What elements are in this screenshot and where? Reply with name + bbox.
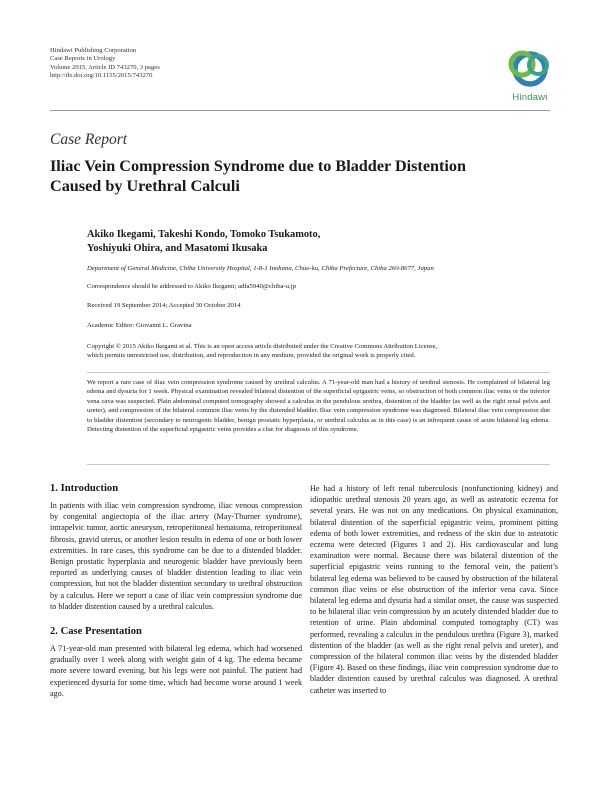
- title-line-1: Iliac Vein Compression Syndrome due to Bladder Distention: [50, 157, 466, 175]
- volume-info: Volume 2015, Article ID 743270, 3 pages: [50, 63, 160, 71]
- author-list: [87, 228, 550, 256]
- section-heading-introduction: 1. Introduction: [50, 483, 119, 494]
- authors-line-2: Yoshiyuki Ohira, and Masatomi Ikusaka: [87, 243, 268, 254]
- journal-header: [50, 47, 160, 81]
- article-title: [50, 156, 550, 196]
- received-dates: Received 19 September 2014; Accepted 30 October 2014: [87, 302, 241, 309]
- correspondence: Correspondence should be addressed to Akiko Ikegami; adfa5940@chiba-u.jp: [87, 283, 296, 290]
- copyright-line-1: Copyright © 2015 Akiko Ikegami et al. This is an open access article distributed under the Creative Commons Attribution License,: [87, 343, 438, 350]
- publisher-name: Hindawi Publishing Corporation: [50, 47, 137, 54]
- case-presentation-text: A 71-year-old man presented with bilateral leg edema, which had worsened gradually over 1 week along with weight gain of 4 kg. The edema became more severe toward evening, but his legs were not painful. The patient had experienced dysuria for some time, which had become worse around 1 week ago.: [50, 644, 302, 698]
- article-kind: Case Report: [50, 131, 128, 148]
- introduction-text: In patients with iliac vein compression syndrome, iliac venous compression by congenital angiectopia of the iliac artery (May-Thurner syndrome), intrapelvic tumor, aortic aneurysm, retroperitoneal hematoma, retroperitoneal fibrosis, gravid uterus, or another lesion results in edema of one or both lower extremities. In rare cases, this syndrome can be due to a distended bladder. Benign prostatic hyperplasia and neurogenic bladder have previously been reported as underlying causes of bladder distention leading to iliac vein compression, but not the bladder distention secondary to urethral obstruction by a calculus. Here we report a case of iliac vein compression syndrome due to bladder distention caused by a urethral calculus.: [50, 501, 302, 611]
- academic-editor: Academic Editor: Giovanni L. Gravina: [87, 322, 192, 329]
- abstract-bottom-divider: [87, 464, 550, 465]
- abstract-top-divider: [87, 372, 550, 373]
- case-continuation-text: He had a history of left renal tuberculosis (nonfunctioning kidney) and idiopathic urethral stenosis 20 years ago, as well as asteatotic eczema for several years. He was not on any medications. On physical examination, bilateral distention of the superficial epigastric veins, prominent pitting edema of both lower extremities, and redness of the skin due to asteatotic eczema were detected (Figures 1 and 2). His cardiovascular and lung examination were normal. Because there was bilateral distention of the superficial epigastric veins running to the femoral vein, the patient’s bilateral leg edema was believed to be caused by obstruction of the bilateral common iliac veins or else obstruction of the inferior vena cava. Since bilateral leg edema and dysuria had a similar onset, the cause was suspected to be bilateral iliac vein compression by an acutely distended bladder due to retention of urine. Plain abdominal computed tomography (CT) was performed, revealing a calculus in the pendulous urethra (Figure 3), marked distention of the bladder (as well as the right renal pelvis and ureter), and compression of the bilateral common iliac veins by the distended bladder (Figure 4). Based on these findings, iliac vein compression syndrome due to bladder distention caused by urethral calculus was diagnosed. A urethral catheter was inserted to: [310, 484, 558, 695]
- header-divider: [50, 110, 550, 111]
- left-column: [50, 483, 302, 699]
- doi-link[interactable]: http://dx.doi.org/10.1155/2015/743270: [50, 72, 153, 80]
- right-column: [310, 483, 558, 696]
- section-heading-case-presentation: 2. Case Presentation: [50, 626, 142, 638]
- authors-line-1: Akiko Ikegami, Takeshi Kondo, Tomoko Tsukamoto,: [87, 229, 321, 240]
- affiliation: Department of General Medicine, Chiba University Hospital, 1-8-1 Inohana, Chuo-ku, Chiba Prefecture, Chiba 260-8677, Japan: [87, 265, 434, 272]
- hindawi-logo-text: Hindawi: [512, 92, 548, 103]
- abstract: We report a rare case of iliac vein compression syndrome caused by urethral calculus. A 71-year-old man had a history of urethral stenosis. He complained of bilateral leg edema and dysuria for 1 week. Physical examination revealed bilateral distention of the superficial epigastric veins, so obstruction of both common iliac veins or the inferior vena cava was suspected. Plain abdominal computed tomography showed a calculus in the pendulous urethra, distention of the bladder (as well as the right renal pelvis and ureter), and compression of the bilateral common iliac veins by the distended bladder. Iliac vein compression syndrome was diagnosed. Bilateral iliac vein compression due to bladder distention (secondary to neurogenic bladder, benign prostatic hyperplasia, or urethral calculus as in this case) is an infrequent cause of acute bilateral leg edema. Detecting distention of the superficial epigastric veins provides a clue for diagnosis of this syndrome.: [87, 379, 550, 434]
- copyright-notice: [87, 342, 550, 361]
- journal-name: Case Reports in Urology: [50, 55, 116, 63]
- title-line-2: Caused by Urethral Calculi: [50, 177, 240, 195]
- copyright-line-2: which permits unrestricted use, distribution, and reproduction in any medium, provided the original work is properly cited.: [87, 352, 416, 360]
